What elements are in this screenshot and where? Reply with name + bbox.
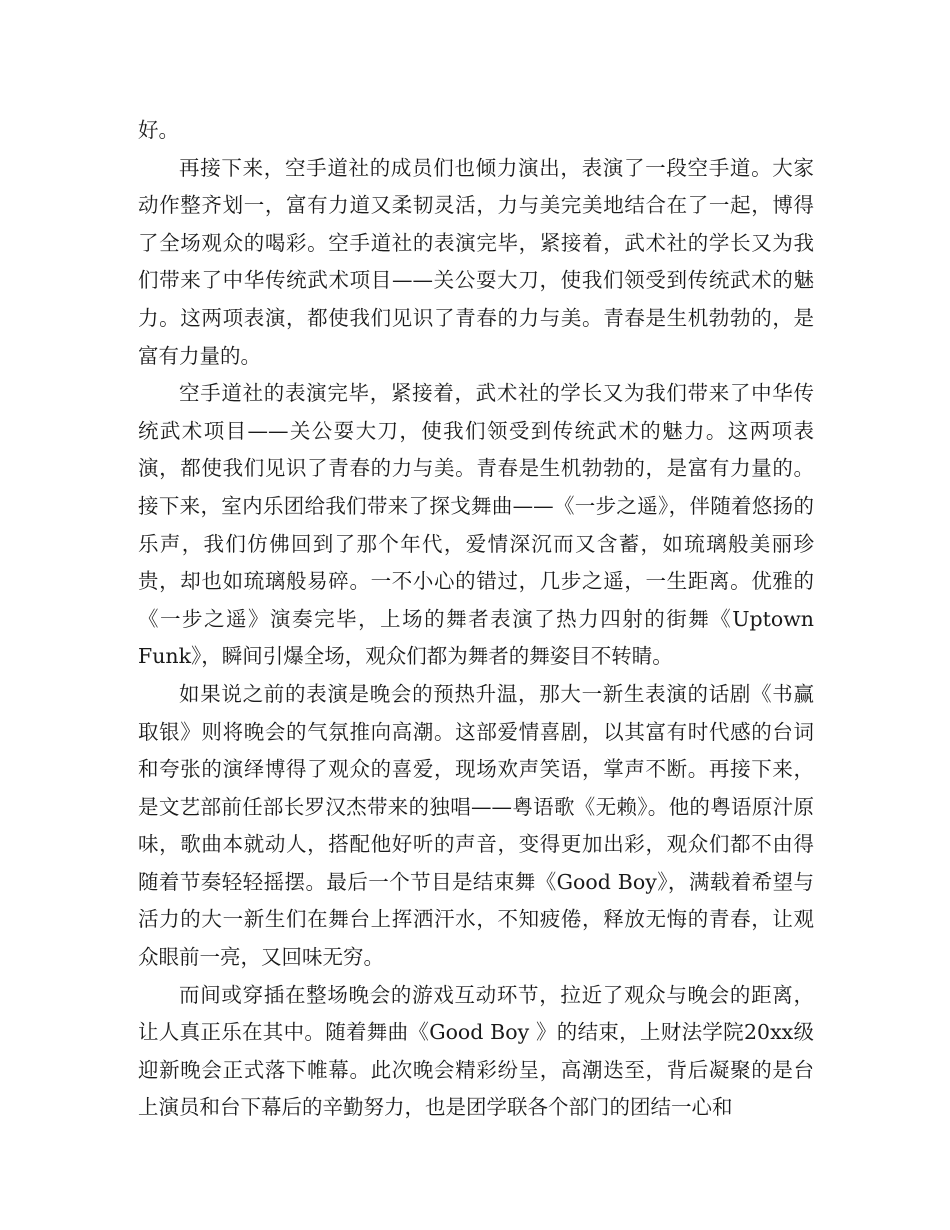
paragraph-karate: 再接下来，空手道社的成员们也倾力演出，表演了一段空手道。大家动作整齐划一，富有力道又柔韧灵活，力与美完美地结合在了一起，博得了全场观众的喝彩。空手道社的表演完毕，紧接着，武术社的学长又为我们带来了中华传统武术项目——关公耍大刀，使我们领受到传统武术的魅力。这两项表演，都使我们见识了青春的力与美。青春是生机勃勃的，是富有力量的。: [138, 155, 814, 368]
paragraph-martial-arts-music: 空手道社的表演完毕，紧接着，武术社的学长又为我们带来了中华传统武术项目——关公耍大刀，使我们领受到传统武术的魅力。这两项表演，都使我们见识了青春的力与美。青春是生机勃勃的，是富有力量的。接下来，室内乐团给我们带来了探戈舞曲——《一步之遥》，伴随着悠扬的乐声，我们仿佛回到了那个年代，爱情深沉而又含蓄，如琉璃般美丽珍贵，却也如琉璃般易碎。一不小心的错过，几步之遥，一生距离。优雅的《一步之遥》演奏完毕，上场的舞者表演了热力四射的街舞《Uptown Funk》，瞬间引爆全场，观众们都为舞者的舞姿目不转睛。: [138, 381, 814, 669]
paragraph-closing: 而间或穿插在整场晚会的游戏互动环节，拉近了观众与晚会的距离，让人真正乐在其中。随着舞曲《Good Boy 》的结束，上财法学院20xx级迎新晚会正式落下帷幕。此次晚会精彩纷呈，高潮迭至，背后凝聚的是台上演员和台下幕后的辛勤努力，也是团学联各个部门的团结一心和: [138, 982, 814, 1120]
paragraph-continuation: 好。: [138, 118, 179, 142]
paragraph-drama-finale: 如果说之前的表演是晚会的预热升温，那大一新生表演的话剧《书赢取银》则将晚会的气氛推向高潮。这部爱情喜剧，以其富有时代感的台词和夸张的演绎博得了观众的喜爱，现场欢声笑语，掌声不断。再接下来，是文艺部前任部长罗汉杰带来的独唱——粤语歌《无赖》。他的粤语原汁原味，歌曲本就动人，搭配他好听的声音，变得更加出彩，观众们都不由得随着节奏轻轻摇摆。最后一个节目是结束舞《Good Boy》，满载着希望与活力的大一新生们在舞台上挥洒汗水，不知疲倦，释放无悔的青春，让观众眼前一亮，又回味无穷。: [138, 681, 814, 970]
document-body: [138, 112, 814, 1127]
